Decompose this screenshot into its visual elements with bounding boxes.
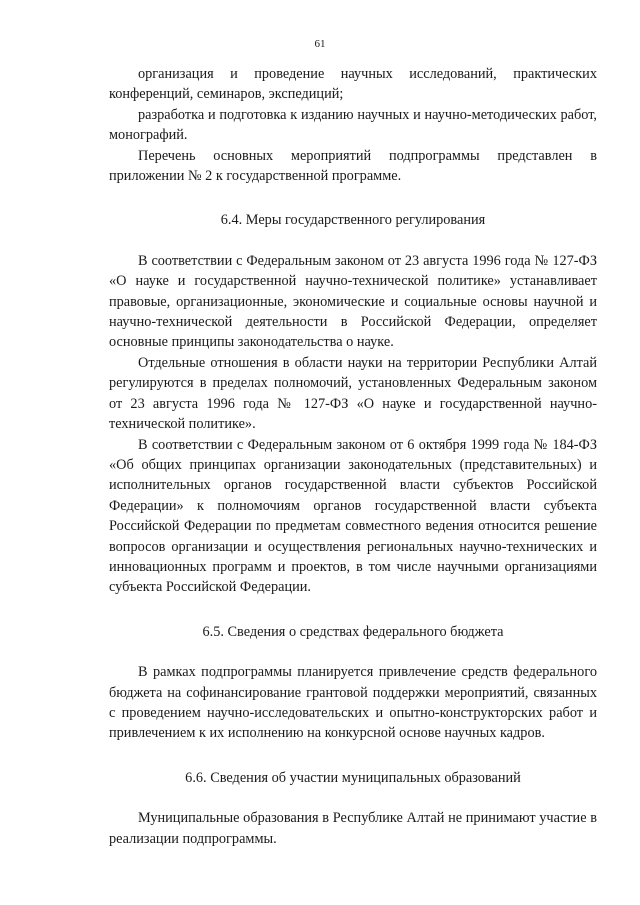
paragraph: организация и проведение научных исследований, практических конференций, семинаров, экспедиций; — [109, 66, 597, 103]
paragraph: В соответствии с Федеральным законом от 23 августа 1996 года № 127-ФЗ «О науке и государственной научно-технической политике» устанавливает правовые, организационные, экономические и социальные основы научной и научно-технической деятельности в Российской Федерации, определяет основные принципы законодательства о науке. — [109, 252, 597, 351]
section-heading-6-5: 6.5. Сведения о средствах федерального бюджета — [202, 623, 504, 640]
page-number: 61 — [314, 38, 326, 50]
paragraph: Перечень основных мероприятий подпрограммы представлен в приложении № 2 к государственной программе. — [109, 147, 597, 185]
paragraph: Отдельные отношения в области науки на территории Республики Алтай регулируются в пределах полномочий, установленных Федеральным законом от 23 августа 1996 года № 127-ФЗ «О науке и государственной научно-технической политике». — [109, 354, 597, 433]
paragraph: В соответствии с Федеральным законом от 6 октября 1999 года № 184-ФЗ «Об общих принципах организации законодательных (представительных) и исполнительных органов государственной власти субъектов Российской Федерации» к полномочиям органов государственной власти субъекта Российской Федерации по предметам совместного ведения относится решение вопросов организации и осуществления региональных научно-технических и инновационных программ и проектов, в том числе научными организациями субъекта Российской Федерации. — [109, 436, 597, 596]
section-heading-6-6: 6.6. Сведения об участии муниципальных образований — [185, 769, 521, 786]
section-heading-6-4: 6.4. Меры государственного регулирования — [220, 212, 486, 229]
paragraph: Муниципальные образования в Республике Алтай не принимают участие в реализации подпрограммы. — [109, 810, 597, 847]
document-body — [109, 64, 597, 849]
paragraph: В рамках подпрограммы планируется привлечение средств федерального бюджета на софинансирование грантовой поддержки мероприятий, связанных с проведением научно-исследовательских и опытно-конструкторских работ и привлечением к их исполнению на конкурсной основе научных кадров. — [109, 664, 597, 742]
paragraph: разработка и подготовка к изданию научных и научно-методических работ, монографий. — [109, 106, 597, 144]
